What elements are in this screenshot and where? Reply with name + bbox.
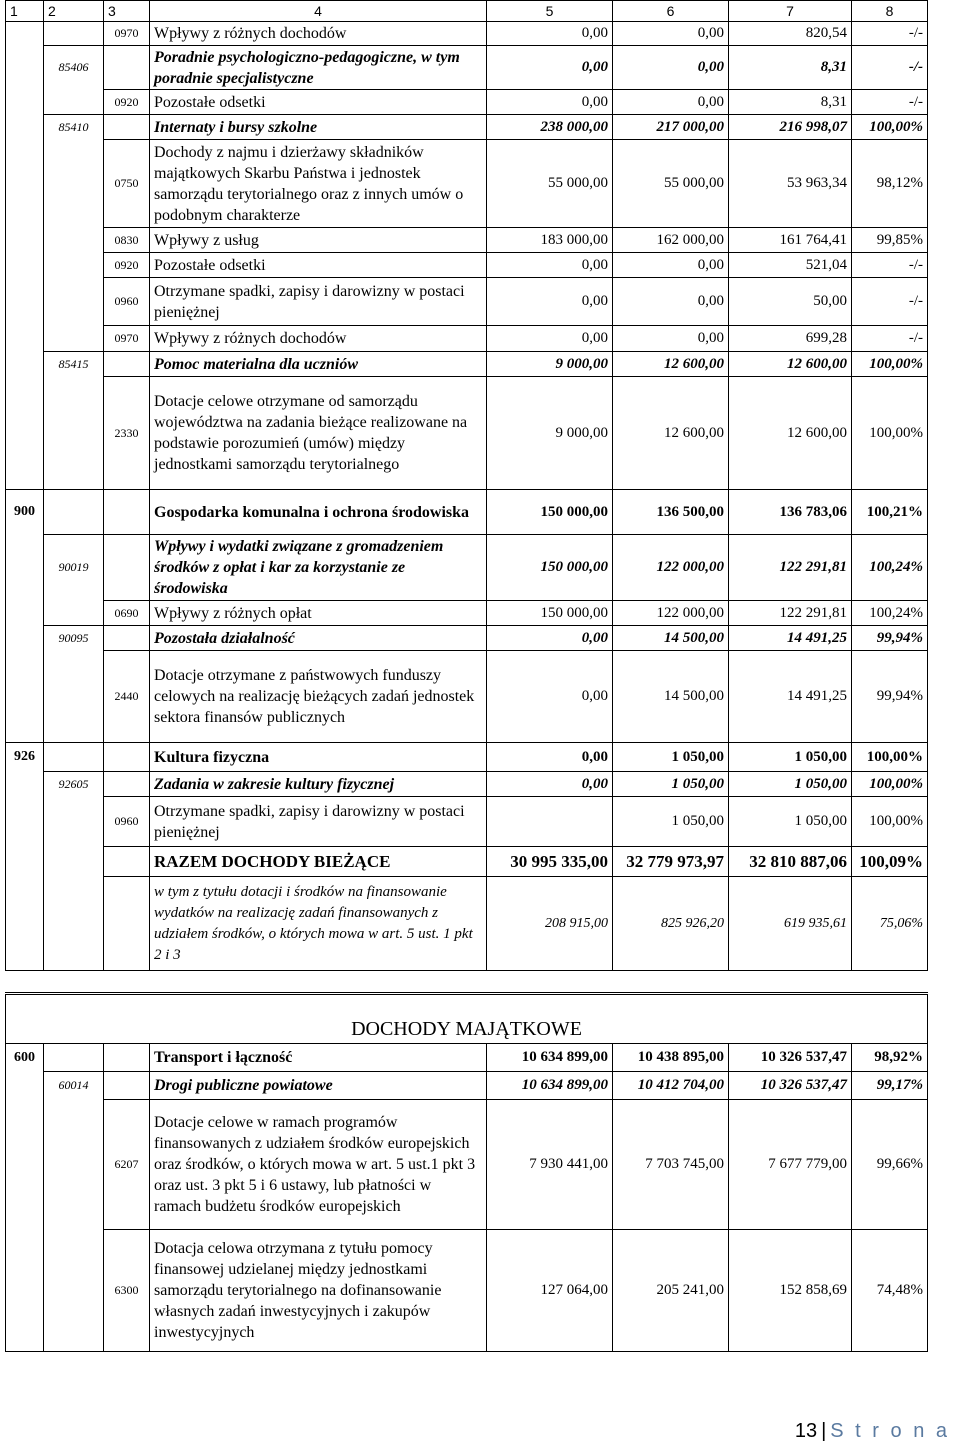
name-cell: Dotacje celowe w ramach programów finansowanych z udziałem środków europejskich oraz środków, o których mowa w art. 5 ust.1 pkt 3 oraz ust. 3 pkt 5 i 6 ustawy, lub płatności w ramach budżetu środków europejskich — [150, 1100, 487, 1230]
col-4: 4 — [150, 1, 487, 22]
name-cell: Wpływy z różnych dochodów — [150, 326, 487, 352]
table-row — [6, 1230, 928, 1352]
plan-cell: 0,00 — [487, 743, 613, 772]
plan-after-changes-cell: 0,00 — [613, 278, 729, 326]
table-row — [6, 377, 928, 490]
dzial-cell — [6, 847, 44, 877]
percent-cell: 98,12% — [852, 140, 928, 228]
name-cell: Internaty i bursy szkolne — [150, 115, 487, 140]
plan-cell: 0,00 — [487, 253, 613, 278]
table-dochody-majatkowe — [5, 992, 928, 1352]
paragraf-cell: 6300 — [104, 1230, 150, 1352]
dzial-cell — [6, 115, 44, 140]
plan-after-changes-cell: 14 500,00 — [613, 651, 729, 743]
plan-after-changes-cell: 55 000,00 — [613, 140, 729, 228]
plan-cell: 150 000,00 — [487, 601, 613, 626]
plan-cell — [487, 797, 613, 847]
dzial-cell — [6, 278, 44, 326]
rozdzial-cell — [44, 377, 104, 490]
rozdzial-cell: 90095 — [44, 626, 104, 651]
percent-cell: 100,00% — [852, 772, 928, 797]
percent-cell: -/- — [852, 278, 928, 326]
name-cell: Dochody z najmu i dzierżawy składników majątkowych Skarbu Państwa i jednostek samorządu terytorialnego oraz z innych umów o podobnym charakterze — [150, 140, 487, 228]
table-row — [6, 46, 928, 90]
plan-after-changes-cell: 14 500,00 — [613, 626, 729, 651]
execution-cell: 619 935,61 — [729, 877, 852, 971]
paragraf-cell: 6207 — [104, 1100, 150, 1230]
page-number: 13 — [794, 1420, 818, 1442]
plan-after-changes-cell: 162 000,00 — [613, 228, 729, 253]
percent-cell: 100,24% — [852, 601, 928, 626]
dzial-cell — [6, 228, 44, 253]
plan-after-changes-cell: 10 438 895,00 — [613, 1044, 729, 1072]
paragraf-cell: 0920 — [104, 253, 150, 278]
dzial-cell — [6, 601, 44, 626]
col-7: 7 — [729, 1, 852, 22]
percent-cell: 100,00% — [852, 115, 928, 140]
name-cell: w tym z tytułu dotacji i środków na finansowanie wydatków na realizację zadań finansowanych z udziałem środków, o których mowa w art. 5 ust. 1 pkt 2 i 3 — [150, 877, 487, 971]
plan-after-changes-cell: 825 926,20 — [613, 877, 729, 971]
execution-cell: 53 963,34 — [729, 140, 852, 228]
execution-cell: 161 764,41 — [729, 228, 852, 253]
plan-cell: 10 634 899,00 — [487, 1072, 613, 1100]
table-row — [6, 772, 928, 797]
table-row — [6, 651, 928, 743]
execution-cell: 122 291,81 — [729, 535, 852, 601]
plan-after-changes-cell: 32 779 973,97 — [613, 847, 729, 877]
dzial-cell — [6, 1072, 44, 1100]
table-row — [6, 90, 928, 115]
col-3: 3 — [104, 1, 150, 22]
plan-after-changes-cell: 0,00 — [613, 90, 729, 115]
percent-cell: 99,94% — [852, 651, 928, 743]
plan-cell: 150 000,00 — [487, 490, 613, 535]
execution-cell: 216 998,07 — [729, 115, 852, 140]
execution-cell: 14 491,25 — [729, 651, 852, 743]
plan-cell: 55 000,00 — [487, 140, 613, 228]
paragraf-cell — [104, 46, 150, 90]
dzial-cell — [6, 535, 44, 601]
plan-after-changes-cell: 0,00 — [613, 46, 729, 90]
rozdzial-cell: 90019 — [44, 535, 104, 601]
execution-cell: 521,04 — [729, 253, 852, 278]
dzial-cell — [6, 90, 44, 115]
table-row — [6, 490, 928, 535]
rozdzial-cell: 85410 — [44, 115, 104, 140]
rozdzial-cell: 85415 — [44, 352, 104, 377]
execution-cell: 1 050,00 — [729, 772, 852, 797]
plan-cell: 208 915,00 — [487, 877, 613, 971]
table-dochody-biezace — [5, 0, 928, 971]
table-row — [6, 601, 928, 626]
dzial-cell — [6, 22, 44, 46]
paragraf-cell — [104, 490, 150, 535]
plan-cell: 0,00 — [487, 46, 613, 90]
paragraf-cell — [104, 847, 150, 877]
name-cell: Pozostałe odsetki — [150, 253, 487, 278]
plan-cell: 0,00 — [487, 22, 613, 46]
paragraf-cell: 2440 — [104, 651, 150, 743]
paragraf-cell — [104, 352, 150, 377]
rozdzial-cell — [44, 90, 104, 115]
paragraf-cell: 0960 — [104, 797, 150, 847]
percent-cell: 100,00% — [852, 743, 928, 772]
percent-cell: -/- — [852, 90, 928, 115]
dzial-cell — [6, 877, 44, 971]
percent-cell: 100,09% — [852, 847, 928, 877]
dzial-cell: 926 — [6, 743, 44, 772]
table-row — [6, 115, 928, 140]
paragraf-cell — [104, 1044, 150, 1072]
dzial-cell: 600 — [6, 1044, 44, 1072]
plan-after-changes-cell: 10 412 704,00 — [613, 1072, 729, 1100]
paragraf-cell — [104, 626, 150, 651]
paragraf-cell — [104, 877, 150, 971]
name-cell: Otrzymane spadki, zapisy i darowizny w postaci pieniężnej — [150, 278, 487, 326]
dzial-cell — [6, 651, 44, 743]
rozdzial-cell — [44, 847, 104, 877]
plan-after-changes-cell: 122 000,00 — [613, 535, 729, 601]
plan-cell: 150 000,00 — [487, 535, 613, 601]
rozdzial-cell — [44, 797, 104, 847]
paragraf-cell — [104, 115, 150, 140]
rozdzial-cell — [44, 140, 104, 228]
execution-cell: 8,31 — [729, 46, 852, 90]
rozdzial-cell — [44, 253, 104, 278]
page-separator: | — [821, 1420, 827, 1442]
table-row — [6, 1072, 928, 1100]
rozdzial-cell: 92605 — [44, 772, 104, 797]
plan-cell: 9 000,00 — [487, 352, 613, 377]
plan-after-changes-cell: 122 000,00 — [613, 601, 729, 626]
name-cell: Wpływy i wydatki związane z gromadzeniem środków z opłat i kar za korzystanie ze środowiska — [150, 535, 487, 601]
table-row — [6, 535, 928, 601]
execution-cell: 8,31 — [729, 90, 852, 115]
execution-cell: 12 600,00 — [729, 352, 852, 377]
plan-after-changes-cell: 7 703 745,00 — [613, 1100, 729, 1230]
table-row — [6, 228, 928, 253]
name-cell: Wpływy z usług — [150, 228, 487, 253]
name-cell: Pomoc materialna dla uczniów — [150, 352, 487, 377]
execution-cell: 122 291,81 — [729, 601, 852, 626]
paragraf-cell — [104, 1072, 150, 1100]
percent-cell: -/- — [852, 326, 928, 352]
name-cell: Otrzymane spadki, zapisy i darowizny w postaci pieniężnej — [150, 797, 487, 847]
dzial-cell — [6, 352, 44, 377]
section-title: DOCHODY MAJĄTKOWE — [6, 994, 928, 1044]
execution-cell: 1 050,00 — [729, 743, 852, 772]
percent-cell: 99,17% — [852, 1072, 928, 1100]
percent-cell: 100,00% — [852, 352, 928, 377]
paragraf-cell — [104, 535, 150, 601]
table-row — [6, 1100, 928, 1230]
rozdzial-cell — [44, 877, 104, 971]
rozdzial-cell — [44, 1100, 104, 1230]
rozdzial-cell — [44, 651, 104, 743]
paragraf-cell — [104, 743, 150, 772]
name-cell: Dotacja celowa otrzymana z tytułu pomocy finansowej udzielanej między jednostkami samorządu terytorialnego na dofinansowanie własnych zadań inwestycyjnych i zakupów inwestycyjnych — [150, 1230, 487, 1352]
paragraf-cell: 0920 — [104, 90, 150, 115]
name-cell: Gospodarka komunalna i ochrona środowiska — [150, 490, 487, 535]
rozdzial-cell — [44, 601, 104, 626]
rozdzial-cell — [44, 1230, 104, 1352]
rozdzial-cell — [44, 228, 104, 253]
execution-cell: 152 858,69 — [729, 1230, 852, 1352]
name-cell: Pozostałe odsetki — [150, 90, 487, 115]
dzial-cell — [6, 140, 44, 228]
name-cell: Dotacje celowe otrzymane od samorządu województwa na zadania bieżące realizowane na podstawie porozumień (umów) między jednostkami samorządu terytorialnego — [150, 377, 487, 490]
dzial-cell — [6, 46, 44, 90]
paragraf-cell: 0830 — [104, 228, 150, 253]
plan-cell: 0,00 — [487, 326, 613, 352]
col-2: 2 — [44, 1, 104, 22]
dzial-cell — [6, 1100, 44, 1230]
execution-cell: 12 600,00 — [729, 377, 852, 490]
rozdzial-cell: 85406 — [44, 46, 104, 90]
execution-cell: 699,28 — [729, 326, 852, 352]
plan-after-changes-cell: 1 050,00 — [613, 797, 729, 847]
name-cell: Wpływy z różnych opłat — [150, 601, 487, 626]
table-row — [6, 326, 928, 352]
percent-cell: 100,21% — [852, 490, 928, 535]
plan-cell: 7 930 441,00 — [487, 1100, 613, 1230]
table-row — [6, 352, 928, 377]
plan-cell: 9 000,00 — [487, 377, 613, 490]
rozdzial-cell — [44, 22, 104, 46]
rozdzial-cell: 60014 — [44, 1072, 104, 1100]
percent-cell: 75,06% — [852, 877, 928, 971]
name-cell: Poradnie psychologiczno-pedagogiczne, w tym poradnie specjalistyczne — [150, 46, 487, 90]
col-5: 5 — [487, 1, 613, 22]
dzial-cell — [6, 772, 44, 797]
table-row — [6, 877, 928, 971]
dzial-cell — [6, 326, 44, 352]
plan-cell: 183 000,00 — [487, 228, 613, 253]
page-footer — [795, 1420, 950, 1443]
percent-cell: -/- — [852, 46, 928, 90]
percent-cell: 100,24% — [852, 535, 928, 601]
paragraf-cell: 0970 — [104, 326, 150, 352]
name-cell: Transport i łączność — [150, 1044, 487, 1072]
dzial-cell — [6, 253, 44, 278]
percent-cell: 99,94% — [852, 626, 928, 651]
table-row — [6, 626, 928, 651]
paragraf-cell: 0970 — [104, 22, 150, 46]
name-cell: Zadania w zakresie kultury fizycznej — [150, 772, 487, 797]
col-8: 8 — [852, 1, 928, 22]
table-row — [6, 22, 928, 46]
dzial-cell — [6, 1230, 44, 1352]
rozdzial-cell — [44, 326, 104, 352]
name-cell: RAZEM DOCHODY BIEŻĄCE — [150, 847, 487, 877]
page-word: S t r o n a — [830, 1420, 950, 1442]
percent-cell: 100,00% — [852, 377, 928, 490]
plan-cell: 10 634 899,00 — [487, 1044, 613, 1072]
execution-cell: 14 491,25 — [729, 626, 852, 651]
plan-after-changes-cell: 0,00 — [613, 326, 729, 352]
plan-cell: 0,00 — [487, 651, 613, 743]
plan-after-changes-cell: 136 500,00 — [613, 490, 729, 535]
table-row — [6, 253, 928, 278]
plan-after-changes-cell: 0,00 — [613, 22, 729, 46]
paragraf-cell: 0960 — [104, 278, 150, 326]
rozdzial-cell — [44, 490, 104, 535]
name-cell: Kultura fizyczna — [150, 743, 487, 772]
dzial-cell — [6, 626, 44, 651]
name-cell: Dotacje otrzymane z państwowych funduszy celowych na realizację bieżących zadań jednostek sektora finansów publicznych — [150, 651, 487, 743]
table-row — [6, 743, 928, 772]
execution-cell: 10 326 537,47 — [729, 1044, 852, 1072]
name-cell: Drogi publiczne powiatowe — [150, 1072, 487, 1100]
plan-after-changes-cell: 1 050,00 — [613, 743, 729, 772]
plan-cell: 0,00 — [487, 626, 613, 651]
execution-cell: 1 050,00 — [729, 797, 852, 847]
section-header-row — [6, 994, 928, 1044]
table-row — [6, 1044, 928, 1072]
name-cell: Pozostała działalność — [150, 626, 487, 651]
plan-after-changes-cell: 12 600,00 — [613, 352, 729, 377]
paragraf-cell — [104, 772, 150, 797]
plan-cell: 0,00 — [487, 772, 613, 797]
dzial-cell — [6, 797, 44, 847]
execution-cell: 10 326 537,47 — [729, 1072, 852, 1100]
rozdzial-cell — [44, 1044, 104, 1072]
execution-cell: 50,00 — [729, 278, 852, 326]
plan-cell: 0,00 — [487, 278, 613, 326]
plan-after-changes-cell: 1 050,00 — [613, 772, 729, 797]
table-row — [6, 847, 928, 877]
column-numbers-row — [6, 1, 928, 22]
dzial-cell — [6, 377, 44, 490]
plan-after-changes-cell: 12 600,00 — [613, 377, 729, 490]
plan-cell: 127 064,00 — [487, 1230, 613, 1352]
table-row — [6, 140, 928, 228]
rozdzial-cell — [44, 743, 104, 772]
percent-cell: 74,48% — [852, 1230, 928, 1352]
paragraf-cell: 0690 — [104, 601, 150, 626]
paragraf-cell: 0750 — [104, 140, 150, 228]
execution-cell: 7 677 779,00 — [729, 1100, 852, 1230]
plan-after-changes-cell: 217 000,00 — [613, 115, 729, 140]
plan-cell: 0,00 — [487, 90, 613, 115]
plan-after-changes-cell: 0,00 — [613, 253, 729, 278]
execution-cell: 32 810 887,06 — [729, 847, 852, 877]
percent-cell: -/- — [852, 22, 928, 46]
rozdzial-cell — [44, 278, 104, 326]
percent-cell: 99,85% — [852, 228, 928, 253]
col-6: 6 — [613, 1, 729, 22]
percent-cell: 100,00% — [852, 797, 928, 847]
plan-after-changes-cell: 205 241,00 — [613, 1230, 729, 1352]
percent-cell: -/- — [852, 253, 928, 278]
col-1: 1 — [6, 1, 44, 22]
execution-cell: 820,54 — [729, 22, 852, 46]
dzial-cell: 900 — [6, 490, 44, 535]
execution-cell: 136 783,06 — [729, 490, 852, 535]
percent-cell: 98,92% — [852, 1044, 928, 1072]
name-cell: Wpływy z różnych dochodów — [150, 22, 487, 46]
table-row — [6, 797, 928, 847]
table-row — [6, 278, 928, 326]
plan-cell: 238 000,00 — [487, 115, 613, 140]
plan-cell: 30 995 335,00 — [487, 847, 613, 877]
paragraf-cell: 2330 — [104, 377, 150, 490]
percent-cell: 99,66% — [852, 1100, 928, 1230]
